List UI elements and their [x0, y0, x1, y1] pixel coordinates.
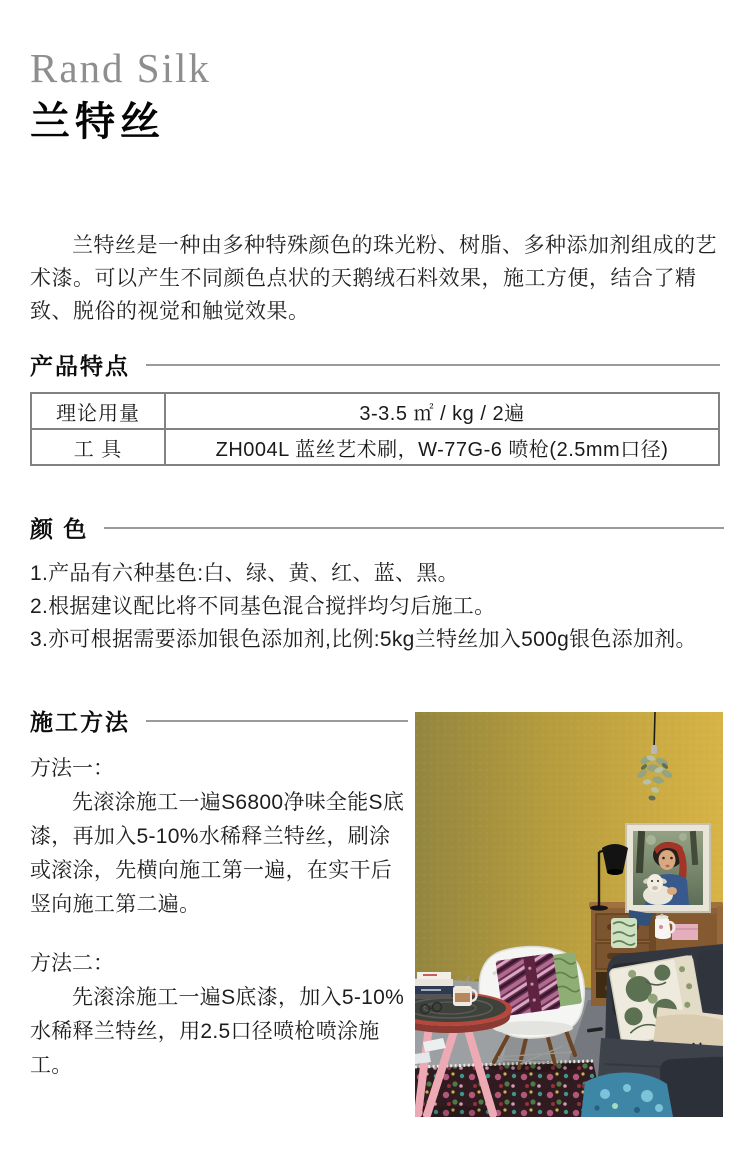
section-divider-line	[146, 364, 720, 366]
section-divider-line	[104, 527, 724, 529]
section-application-methods	[30, 704, 408, 1083]
method-one-title: 方法一：	[30, 757, 114, 780]
brand-title-chinese: 兰特丝	[30, 100, 165, 144]
section-colors	[30, 511, 724, 656]
framed-portrait-painting	[626, 824, 710, 912]
color-note-item: 3.亦可根据需要添加银色添加剂,比例:5kg兰特丝加入500g银色添加剂。	[30, 628, 697, 651]
spec-table	[30, 392, 720, 466]
method-one-body: 先滚涂施工一遍S6800净味全能S底漆，再加入5-10%水稀释兰特丝，刷涂或滚涂，先横向施工第一遍，在实干后竖向施工第二遍。	[30, 791, 405, 916]
spec-row-tools-label: 工 具	[32, 430, 166, 464]
section-header	[30, 511, 724, 544]
section-title-features: 产品特点	[30, 353, 130, 379]
spec-row-tools-value: ZH004L 蓝丝艺术刷，W-77G-6 喷枪(2.5mm口径)	[215, 438, 669, 461]
section-product-features	[30, 348, 720, 466]
brand-title-english: Rand Silk	[30, 45, 211, 91]
room-photo-illustration	[415, 712, 723, 1117]
product-intro-paragraph: 兰特丝是一种由多种特殊颜色的珠光粉、树脂、多种添加剂组成的艺术漆。可以产生不同颜色点状的天鹅绒石料效果，施工方便，结合了精致、脱俗的视觉和触觉效果。	[30, 234, 717, 323]
method-two-body: 先滚涂施工一遍S底漆，加入5-10%水稀释兰特丝，用2.5口径喷枪喷涂施工。	[30, 986, 405, 1077]
section-title-colors: 颜 色	[30, 516, 89, 542]
section-divider-line	[146, 720, 408, 722]
color-note-item: 1.产品有六种基色:白、绿、黄、红、蓝、黑。	[30, 562, 459, 585]
spec-row-usage-label: 理论用量	[32, 394, 166, 430]
room-photo	[415, 712, 723, 1117]
section-header	[30, 348, 720, 381]
color-notes-list	[30, 557, 724, 656]
color-note-item: 2.根据建议配比将不同基色混合搅拌均匀后施工。	[30, 595, 496, 618]
spec-row-usage-value: 3-3.5 ㎡ / kg / 2遍	[166, 394, 718, 430]
section-header	[30, 704, 408, 737]
method-two-title: 方法二：	[30, 952, 114, 975]
section-title-methods: 施工方法	[30, 709, 130, 735]
book-stack	[415, 972, 455, 999]
